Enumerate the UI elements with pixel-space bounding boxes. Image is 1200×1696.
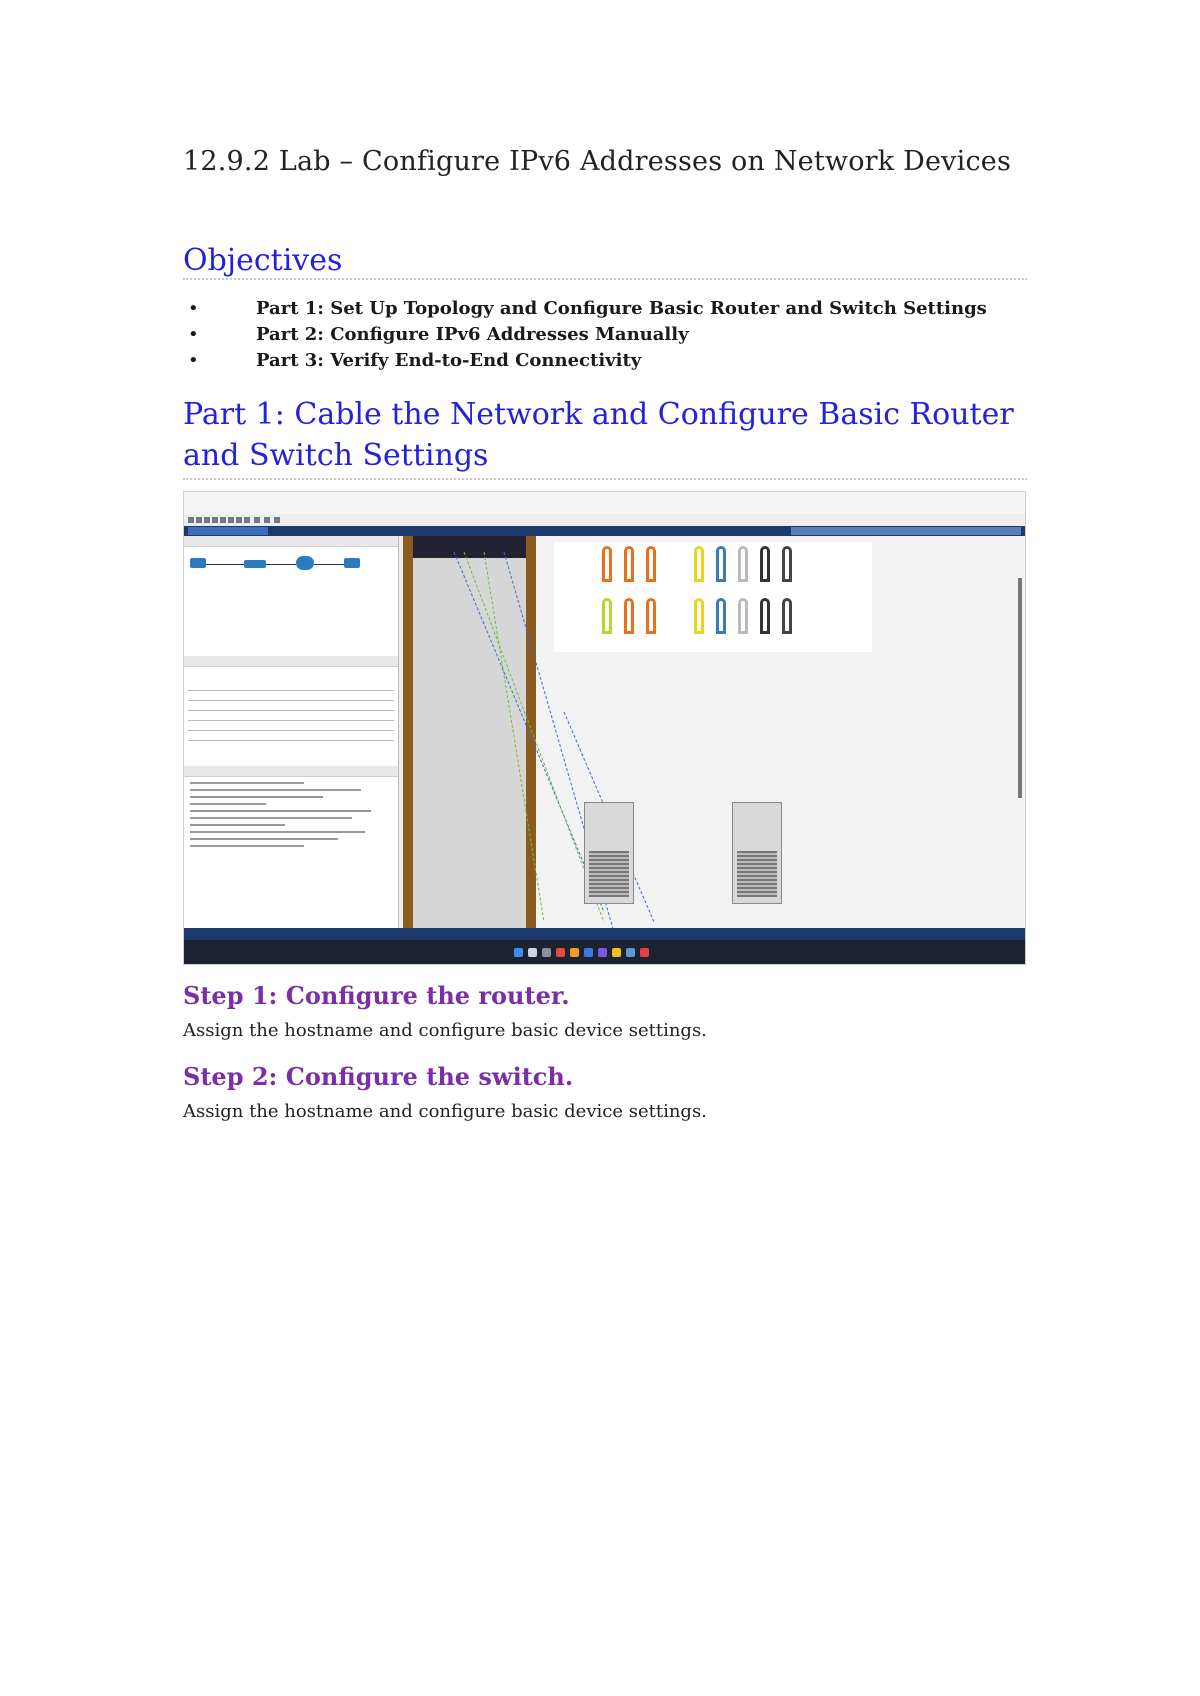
bullet-icon: • xyxy=(188,324,199,345)
objectives-rule xyxy=(183,278,1027,280)
document-title: 12.9.2 Lab – Configure IPv6 Addresses on Network Devices xyxy=(183,146,1012,177)
screenshot-status-bar xyxy=(184,928,1025,940)
workspace-scrollbar xyxy=(1018,578,1022,798)
part1-heading: Part 1: Cable the Network and Configure Basic Router and Switch Settings xyxy=(183,397,1014,473)
pc-tower-1 xyxy=(584,802,634,904)
objective-item: • Part 3: Verify End-to-End Connectivity xyxy=(183,348,987,374)
objective-item: • Part 2: Configure IPv6 Addresses Manually xyxy=(183,322,987,348)
pc-tower-2 xyxy=(732,802,782,904)
step1-heading: Step 1: Configure the router. xyxy=(183,981,570,1010)
step2-heading: Step 2: Configure the switch. xyxy=(183,1062,574,1091)
bullet-icon: • xyxy=(188,350,199,371)
objective-item: • Part 1: Set Up Topology and Configure Basic Router and Switch Settings xyxy=(183,296,987,322)
objectives-list xyxy=(183,296,987,374)
bullet-icon: • xyxy=(188,298,199,319)
step1-text: Assign the hostname and configure basic device settings. xyxy=(183,1020,707,1041)
objectives-heading: Objectives xyxy=(183,243,343,278)
packet-tracer-screenshot xyxy=(183,491,1026,965)
windows-taskbar xyxy=(184,940,1025,965)
part1-rule xyxy=(183,478,1027,480)
step2-text: Assign the hostname and configure basic device settings. xyxy=(183,1101,707,1122)
